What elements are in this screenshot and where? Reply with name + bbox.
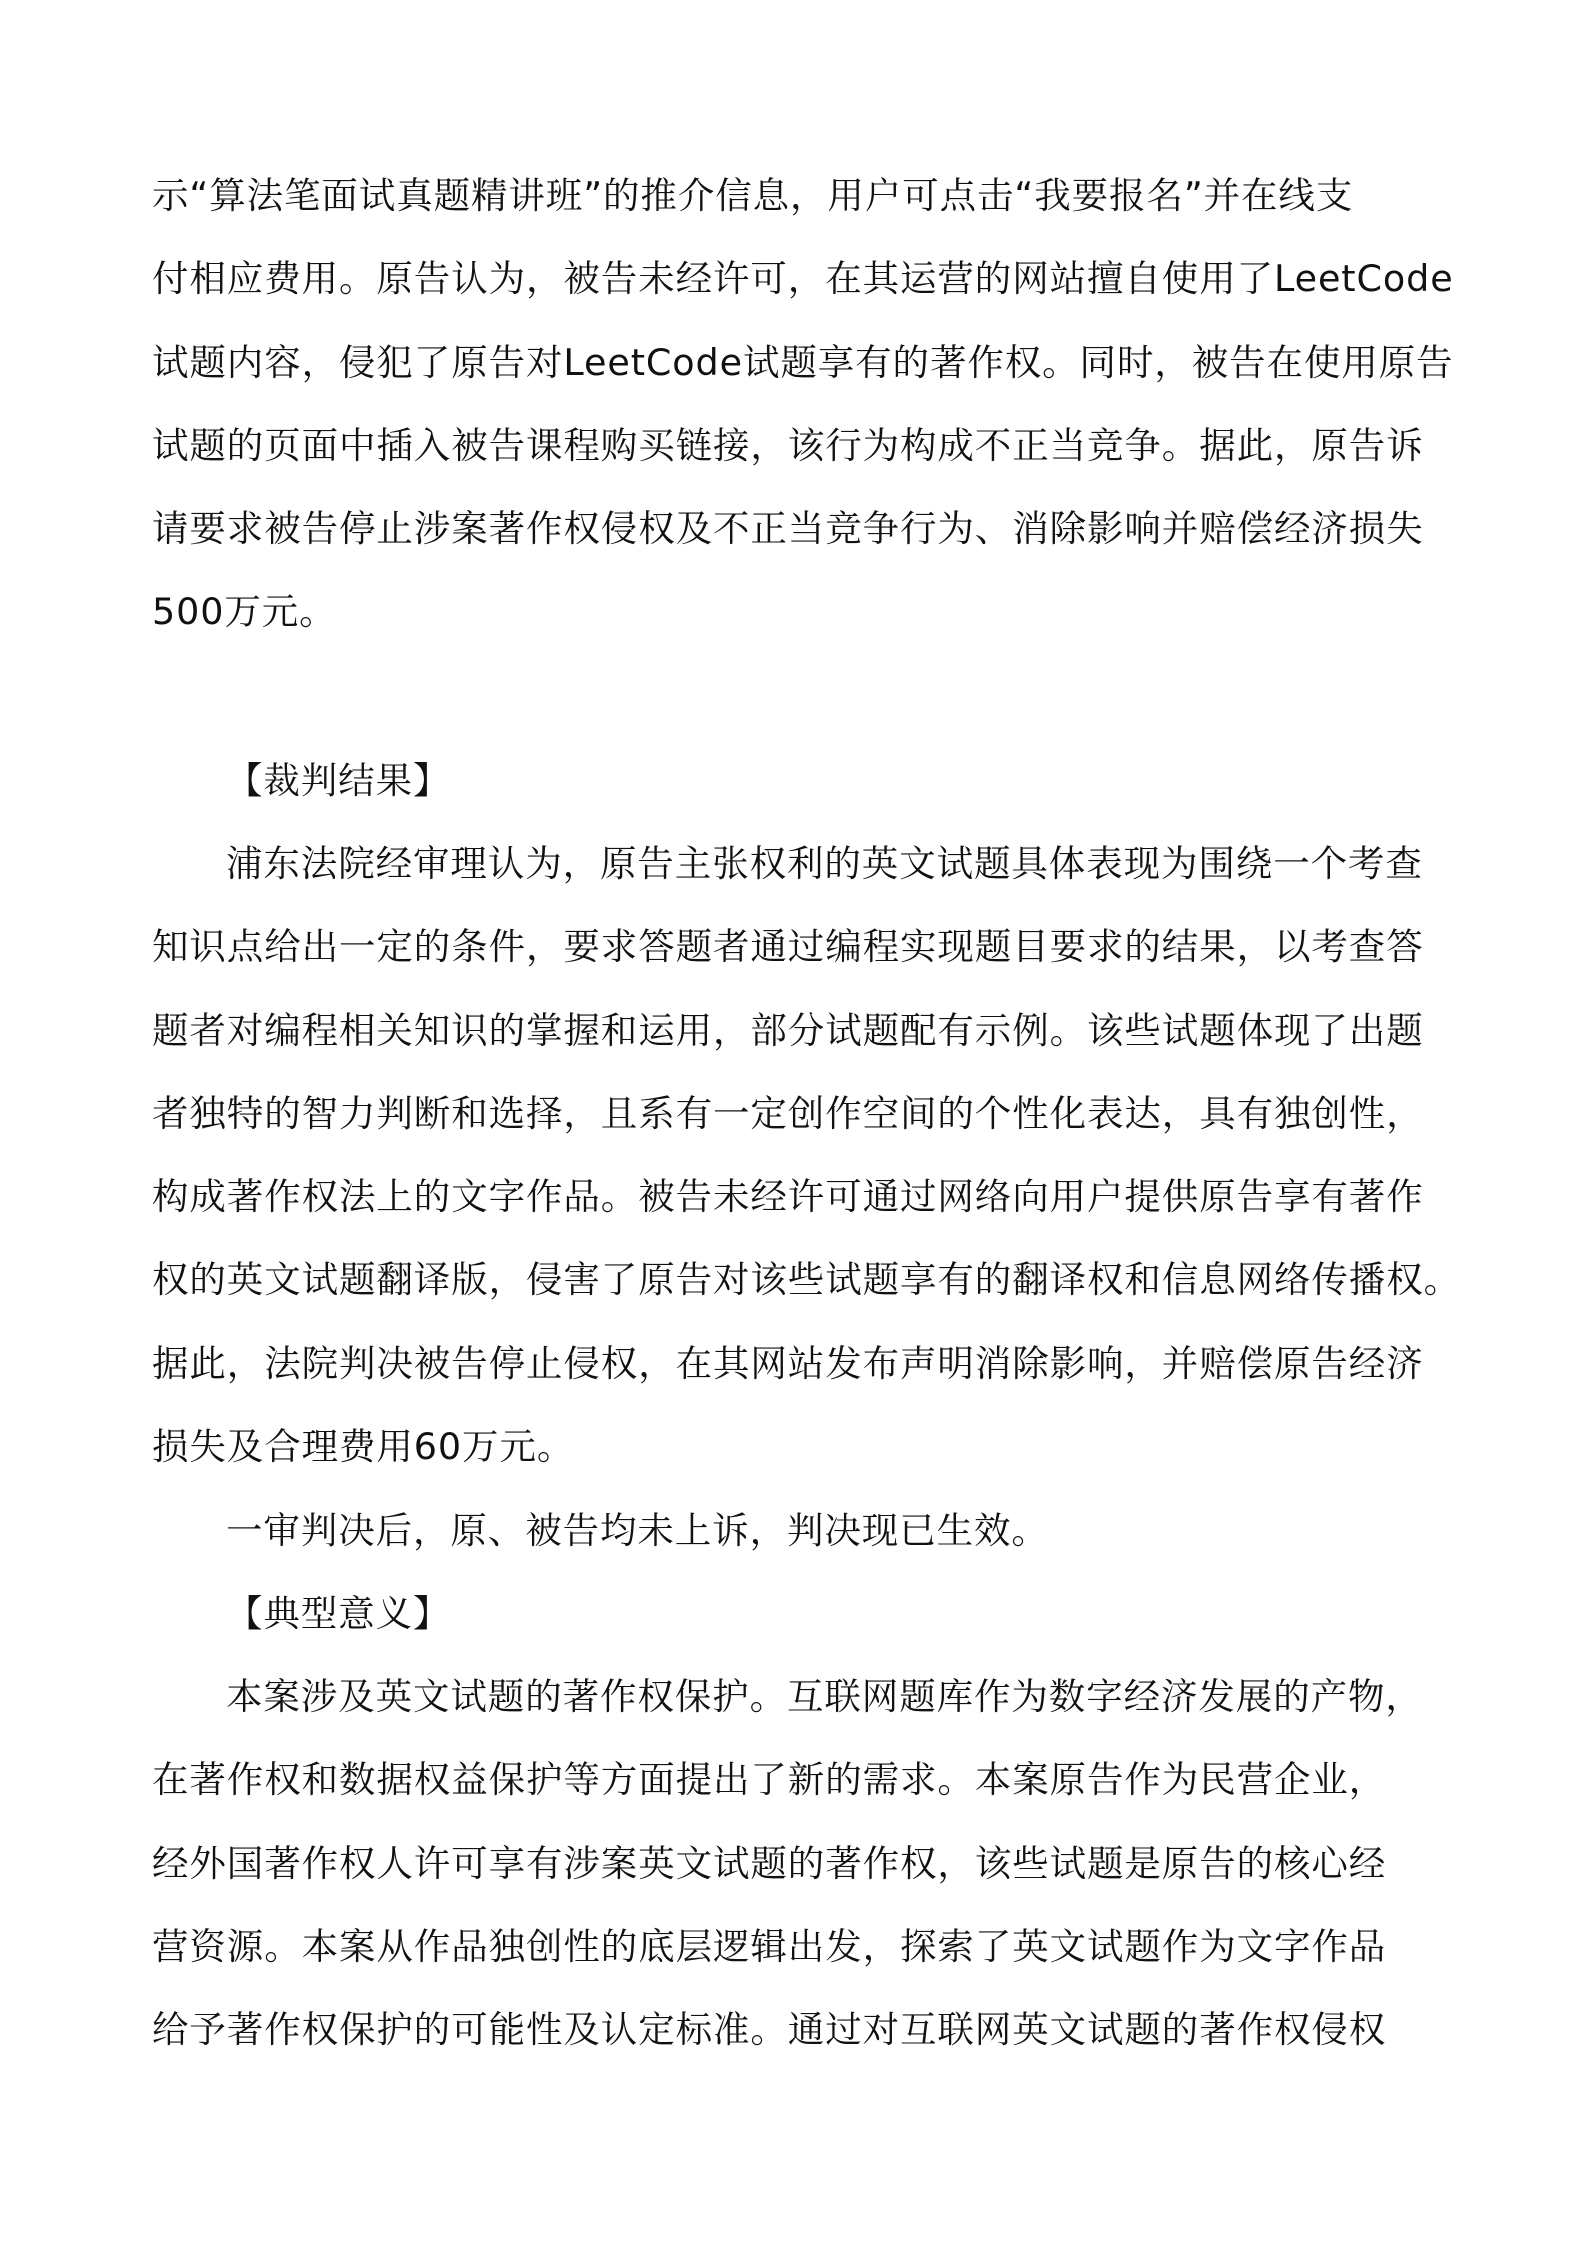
paragraph-plaintiff-claims	[152, 154, 1452, 654]
paragraph-judgment-effective	[152, 1489, 1452, 1572]
text-line: 权的英文试题翻译版，侵害了原告对该些试题享有的翻译权和信息网络传播权。	[152, 1258, 1461, 1302]
text-line: 知识点给出一定的条件，要求答题者通过编程实现题目要求的结果，以考查答	[152, 925, 1424, 969]
text-line: 500万元。	[152, 590, 337, 634]
text-line: 给予著作权保护的可能性及认定标准。通过对互联网英文试题的著作权侵权	[152, 2008, 1387, 2052]
section-heading: 【典型意义】	[226, 1592, 451, 1635]
paragraph-significance	[152, 1655, 1452, 2071]
text-line: 据此，法院判决被告停止侵权，在其网站发布声明消除影响，并赔偿原告经济	[152, 1341, 1424, 1385]
text-line: 在著作权和数据权益保护等方面提出了新的需求。本案原告作为民营企业，	[152, 1758, 1387, 1802]
text-line: 试题内容，侵犯了原告对LeetCode试题享有的著作权。同时，被告在使用原告	[152, 340, 1454, 384]
paragraph-court-reasoning	[152, 822, 1461, 1488]
text-line: 请要求被告停止涉案著作权侵权及不正当竞争行为、消除影响并赔偿经济损失	[152, 507, 1424, 551]
text-line: 本案涉及英文试题的著作权保护。互联网题库作为数字经济发展的产物，	[226, 1675, 1423, 1718]
text-line: 题者对编程相关知识的掌握和运用，部分试题配有示例。该些试题体现了出题	[152, 1008, 1424, 1052]
text-line: 付相应费用。原告认为，被告未经许可，在其运营的网站擅自使用了LeetCode	[152, 257, 1454, 301]
section-heading-judgment-result	[152, 739, 1452, 822]
text-line: 营资源。本案从作品独创性的底层逻辑出发，探索了英文试题作为文字作品	[152, 1924, 1387, 1968]
text-line: 损失及合理费用60万元。	[152, 1425, 575, 1469]
section-heading: 【裁判结果】	[226, 759, 451, 802]
text-line: 构成著作权法上的文字作品。被告未经许可通过网络向用户提供原告享有著作	[152, 1175, 1424, 1219]
text-line: 试题的页面中插入被告课程购买链接，该行为构成不正当竞争。据此，原告诉	[152, 423, 1424, 467]
text-line: 浦东法院经审理认为，原告主张权利的英文试题具体表现为围绕一个考查	[226, 842, 1423, 885]
text-line: 者独特的智力判断和选择，且系有一定创作空间的个性化表达，具有独创性，	[152, 1091, 1424, 1135]
text-line: 示“算法笔面试真题精讲班”的推介信息，用户可点击“我要报名”并在线支	[152, 174, 1354, 217]
section-heading-significance	[152, 1572, 1452, 1655]
text-line: 经外国著作权人许可享有涉案英文试题的著作权，该些试题是原告的核心经	[152, 1841, 1387, 1885]
text-line: 一审判决后，原、被告均未上诉，判决现已生效。	[226, 1509, 1049, 1552]
